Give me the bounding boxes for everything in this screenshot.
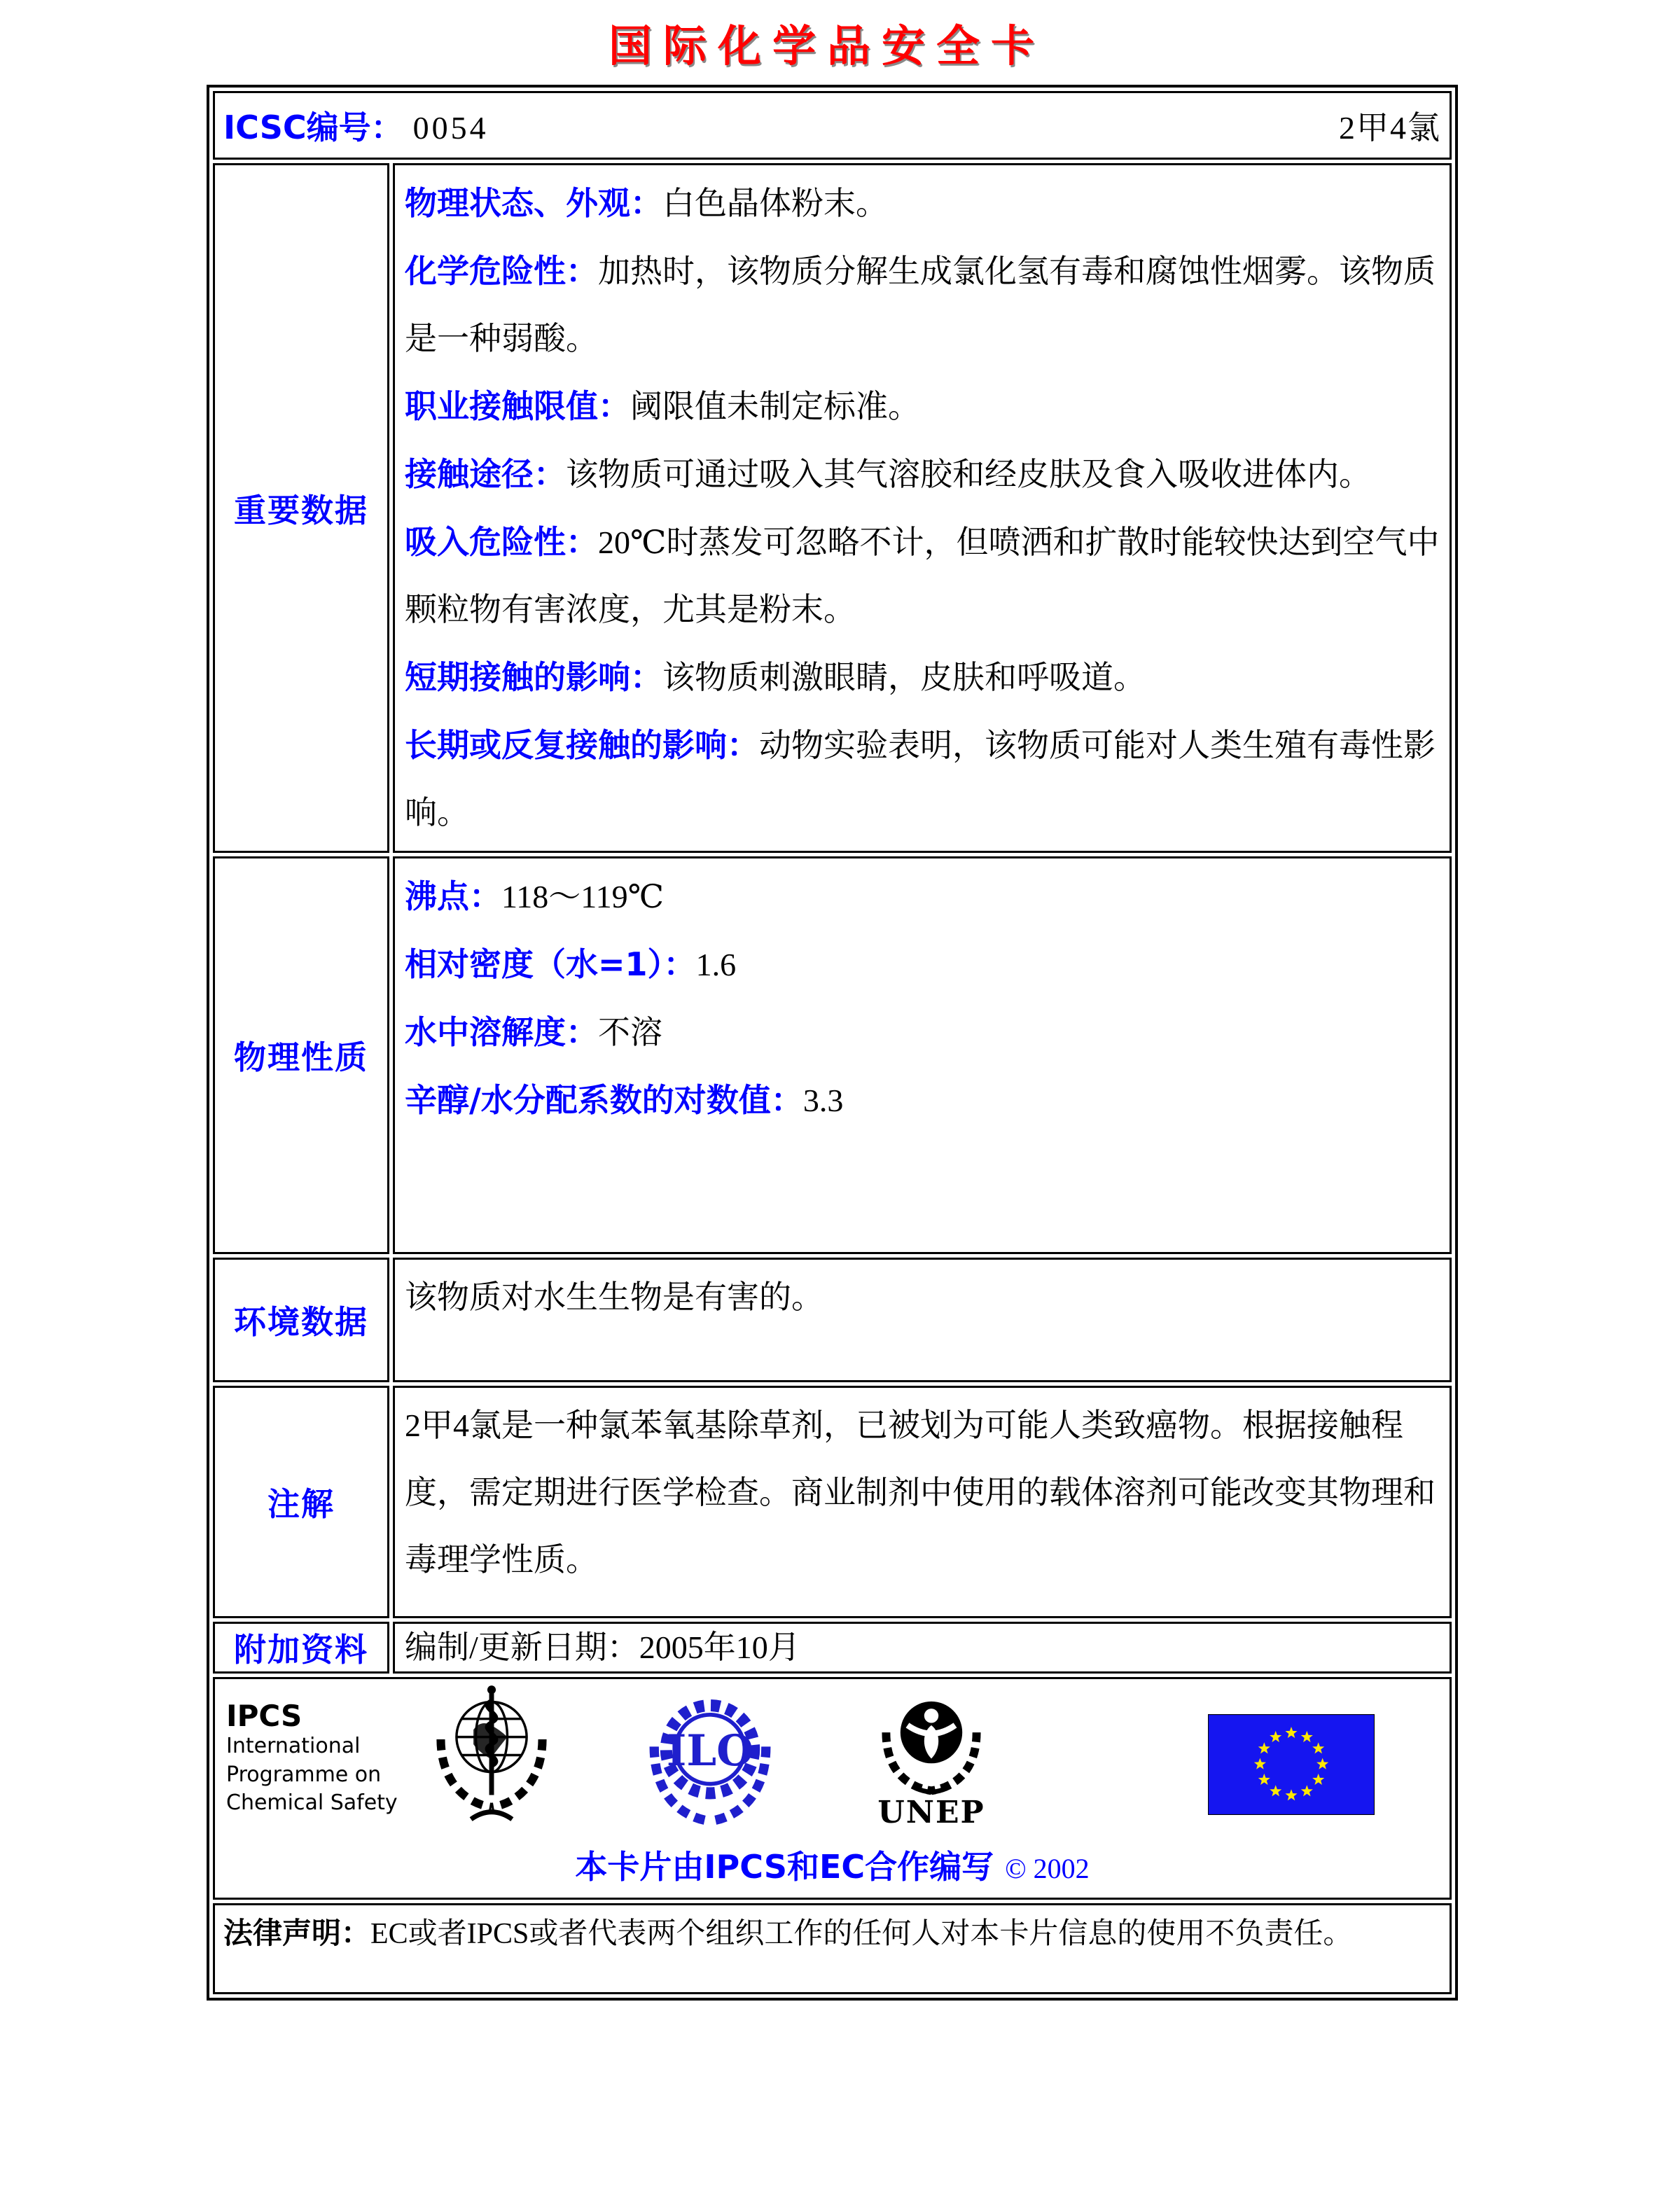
section-content-additional-info [393, 1622, 1452, 1674]
section-content-notes [393, 1386, 1452, 1618]
legal-text: EC或者IPCS或者代表两个组织工作的任何人对本卡片信息的使用不负责任。 [370, 1918, 1353, 1950]
row-footer [213, 1677, 1452, 1900]
ipcs-line-2: Programme on [226, 1762, 382, 1787]
field-label: 沸点： [405, 877, 501, 915]
field-label: 化学危险性： [405, 252, 598, 290]
row-legal [213, 1903, 1452, 1994]
field-value: 白色晶体粉末。 [662, 186, 888, 221]
row-notes [213, 1386, 1452, 1618]
row-important-data [213, 163, 1452, 853]
icsc-table [207, 85, 1458, 2001]
row-environmental-data [213, 1258, 1452, 1382]
icsc-number-label: ICSC编号： [223, 109, 403, 146]
field-label: 辛醇/水分配系数的对数值： [405, 1081, 803, 1119]
section-label-environmental-data: 环境数据 [213, 1258, 389, 1382]
field-short-term-effects [405, 644, 1440, 711]
footer-caption [215, 1842, 1450, 1888]
header-row [213, 91, 1452, 160]
field-notes-text: 2甲4氯是一种氯苯氧基除草剂，已被划为可能人类致癌物。根据接触程度，需定期进行医学检查。商业制剂中使用的载体溶剂可能改变其物理和毒理学性质。 [405, 1407, 1436, 1578]
field-label: 接触途径： [405, 455, 566, 493]
field-label: 吸入危险性： [405, 523, 598, 561]
ilo-icon [644, 1690, 777, 1827]
field-physical-state [405, 169, 1440, 237]
field-label: 水中溶解度： [405, 1013, 598, 1051]
section-content-important-data [393, 163, 1452, 853]
ipcs-line-3: Chemical Safety [226, 1790, 398, 1816]
field-long-term-effects [405, 711, 1440, 847]
field-label: 相对密度（水=1）： [405, 945, 696, 983]
chemical-name: 2甲4氯 [1339, 110, 1441, 146]
row-physical-properties [213, 856, 1452, 1254]
unep-block [858, 1685, 1005, 1830]
section-label-physical-properties: 物理性质 [213, 856, 389, 1254]
field-routes-of-exposure [405, 440, 1440, 508]
header-cell [213, 91, 1452, 160]
field-value: 阈限值未制定标准。 [630, 389, 920, 424]
field-value: 加热时，该物质分解生成氯化氢有毒和腐蚀性烟雾。该物质是一种弱酸。 [405, 253, 1436, 356]
section-label-additional-info: 附加资料 [213, 1622, 389, 1674]
caption-text: 本卡片由IPCS和EC合作编写 [575, 1848, 994, 1886]
row-additional-info [213, 1622, 1452, 1674]
field-chemical-hazard [405, 237, 1440, 373]
legal-cell [213, 1903, 1452, 1994]
unep-text: UNEP [877, 1795, 985, 1830]
unep-icon [872, 1685, 991, 1797]
footer-cell [213, 1677, 1452, 1900]
field-value: 1.6 [695, 947, 737, 982]
field-update-date-label: 编制/更新日期： [405, 1629, 639, 1665]
section-content-environmental-data [393, 1258, 1452, 1382]
field-label: 物理状态、外观： [405, 184, 662, 222]
ipcs-acronym: IPCS [226, 1699, 303, 1733]
field-value: 118～119℃ [501, 879, 665, 914]
ipcs-line-1: International [226, 1734, 361, 1759]
section-label-notes: 注解 [213, 1386, 389, 1618]
legal-label: 法律声明： [223, 1916, 371, 1950]
section-content-physical-properties [393, 856, 1452, 1254]
field-value: 20℃时蒸发可忽略不计，但喷洒和扩散时能较快达到空气中颗粒物有害浓度，尤其是粉末。 [405, 524, 1440, 627]
field-environmental-text: 该物质对水生生物是有害的。 [405, 1279, 823, 1315]
section-label-important-data: 重要数据 [213, 163, 389, 853]
who-icon [425, 1683, 558, 1827]
field-value: 该物质可通过吸入其气溶胶和经皮肤及食入吸收进体内。 [566, 457, 1371, 492]
eu-flag-icon [1208, 1714, 1375, 1815]
field-occupational-exposure-limits [405, 373, 1440, 440]
field-update-date-value: 2005年10月 [639, 1629, 800, 1665]
page-title: 国际化学品安全卡 [608, 20, 1045, 71]
ilo-text: ILO [666, 1726, 754, 1776]
field-inhalation-risk [405, 508, 1440, 644]
field-value: 动物实验表明，该物质可能对人类生殖有毒性影响。 [405, 728, 1436, 830]
field-value: 该物质刺激眼睛，皮肤和呼吸道。 [662, 660, 1146, 695]
field-label: 长期或反复接触的影响： [405, 726, 759, 764]
field-label: 短期接触的影响： [405, 658, 662, 696]
field-label: 职业接触限值： [405, 387, 630, 425]
field-value: 3.3 [802, 1083, 844, 1118]
icsc-number-group [223, 102, 489, 148]
ipcs-block [226, 1700, 398, 1818]
field-relative-density [405, 931, 1440, 999]
field-boiling-point [405, 863, 1440, 931]
field-octanol-water-partition [405, 1066, 1440, 1134]
field-water-solubility [405, 999, 1440, 1066]
field-value: 不溶 [598, 1015, 662, 1050]
caption-copyright: © 2002 [1005, 1853, 1090, 1884]
icsc-number-value: 0054 [412, 110, 489, 146]
